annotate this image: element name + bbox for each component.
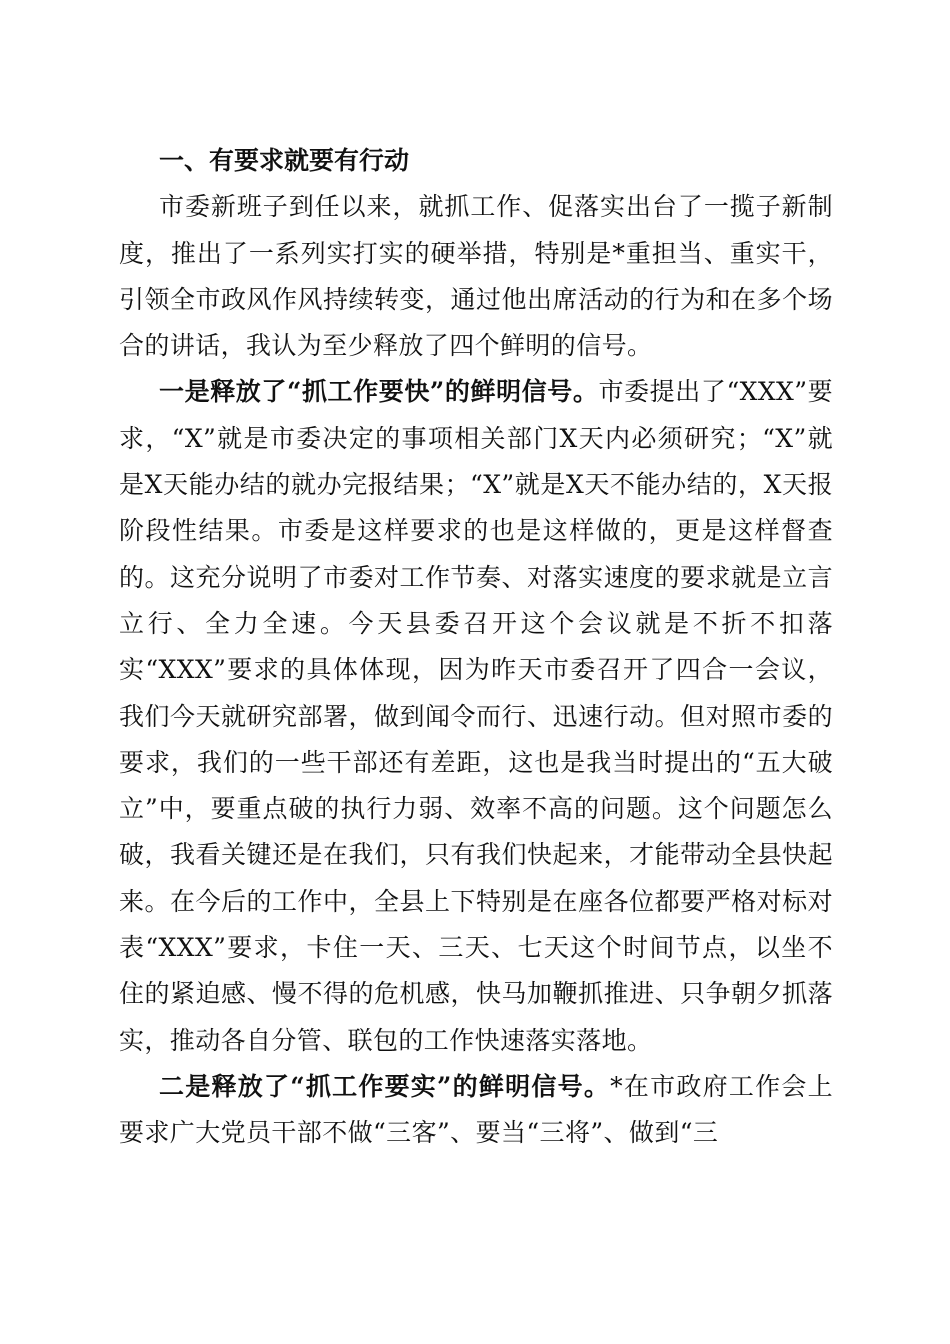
paragraph-signal-two — [119, 1064, 833, 1157]
paragraph-signal-two-lead: 二是释放了“抓工作要实”的鲜明信号。 — [159, 1071, 611, 1101]
document-body — [119, 138, 833, 1157]
paragraph-intro-text: 市委新班子到任以来，就抓工作、促落实出台了一揽子新制度，推出了一系列实打实的硬举措，特别是*重担当、重实干，引领全市政风作风持续转变，通过他出席活动的行为和在多个场合的讲话，我认为至少释放了四个鲜明的信号。 — [119, 192, 833, 361]
paragraph-signal-one-lead: 一是释放了“抓工作要快”的鲜明信号。 — [159, 377, 599, 407]
paragraph-signal-two-text: *在市政府工作会上要求广大党员干部不做“三客”、要当“三将”、做到“三 — [119, 1071, 833, 1148]
paragraph-intro — [119, 184, 833, 369]
section-heading: 一、有要求就要有行动 — [159, 146, 410, 175]
paragraph-signal-one — [119, 369, 833, 1063]
paragraph-signal-one-text: 市委提出了“XXX”要求，“X”就是市委决定的事项相关部门X天内必须研究；“X”就是X天能办结的就办完报结果；“X”就是X天不能办结的，X天报阶段性结果。市委是这样要求的也是这样做的，更是这样督查的。这充分说明了市委对工作节奏、对落实速度的要求就是立言立行、全力全速。今天县委召开这个会议就是不折不扣落实“XXX”要求的具体体现，因为昨天市委召开了四合一会议，我们今天就研究部署，做到闻令而行、迅速行动。但对照市委的要求，我们的一些干部还有差距，这也是我当时提出的“五大破立”中，要重点破的执行力弱、效率不高的问题。这个问题怎么破，我看关键还是在我们，只有我们快起来，才能带动全县快起来。在今后的工作中，全县上下特别是在座各位都要严格对标对表“XXX”要求，卡住一天、三天、七天这个时间节点，以坐不住的紧迫感、慢不得的危机感，快马加鞭抓推进、只争朝夕抓落实，推动各自分管、联包的工作快速落实落地。 — [119, 377, 833, 1055]
